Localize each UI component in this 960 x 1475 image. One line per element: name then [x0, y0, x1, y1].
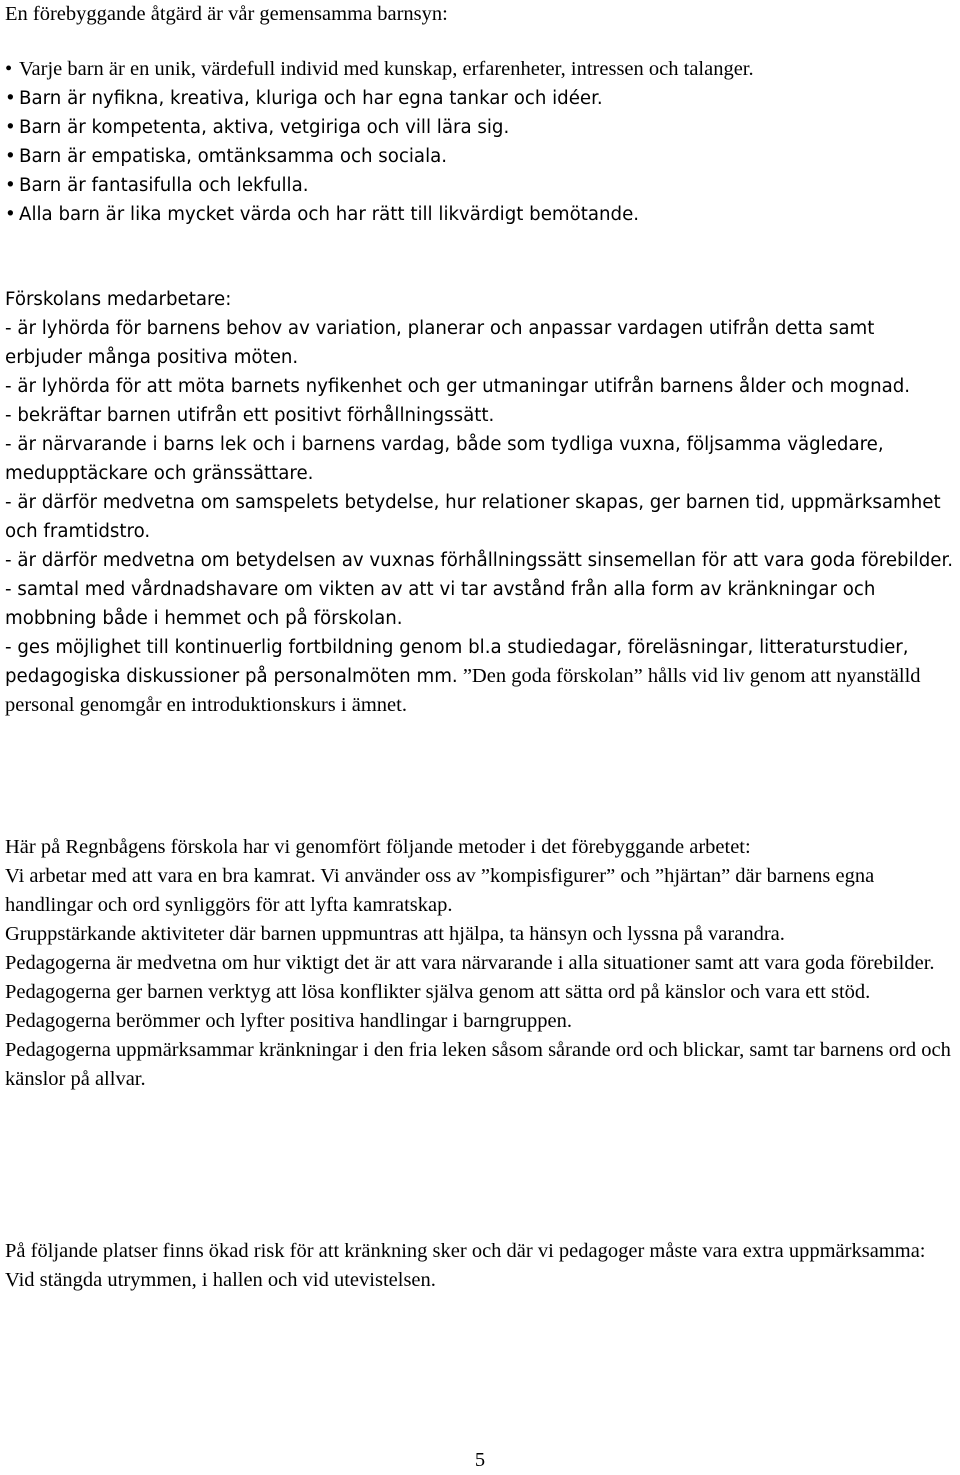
bullet-icon: •	[5, 117, 16, 138]
staff-item: - är lyhörda för att möta barnets nyfikenhet och ger utmaningar utifrån barnens ålder och mognad.	[5, 376, 911, 397]
bullet-icon: •	[5, 204, 16, 225]
bullet-item	[5, 171, 957, 200]
risk-places: Vid stängda utrymmen, i hallen och vid utevistelsen.	[5, 1269, 436, 1291]
bullet-text: Barn är fantasifulla och lekfulla.	[19, 175, 309, 196]
methods-intro: Här på Regnbågens förskola har vi genomfört följande metoder i det förebyggande arbetet:	[5, 836, 751, 858]
page-number: 5	[474, 1449, 486, 1471]
bullet-text: Barn är nyfikna, kreativa, kluriga och har egna tankar och idéer.	[19, 88, 603, 109]
method-item: Gruppstärkande aktiviteter där barnen uppmuntras att hjälpa, ta hänsyn och lyssna på varandra.	[5, 923, 785, 945]
bullet-text: Varje barn är en unik, värdefull individ med kunskap, erfarenheter, intressen och talanger.	[19, 58, 754, 80]
staff-item-last	[5, 633, 957, 720]
method-item: Pedagogerna uppmärksammar kränkningar i den fria leken såsom sårande ord och blickar, samt tar barnens ord och känslor på allvar.	[5, 1039, 951, 1090]
bullet-text: Alla barn är lika mycket värda och har rätt till likvärdigt bemötande.	[19, 204, 640, 225]
bullet-item	[5, 55, 957, 84]
staff-item: - är därför medvetna om samspelets betydelse, hur relationer skapas, ger barnen tid, uppmärksamhet och framtidstro.	[5, 492, 941, 542]
barnsyn-list-section	[5, 55, 957, 229]
barnsyn-section	[5, 0, 957, 29]
risk-section	[5, 1237, 957, 1295]
bullet-item	[5, 113, 957, 142]
bullet-icon: •	[5, 88, 16, 109]
method-item: Pedagogerna berömmer och lyfter positiva handlingar i barngruppen.	[5, 1010, 572, 1032]
staff-item: - är därför medvetna om betydelsen av vuxnas förhållningssätt sinsemellan för att vara goda förebilder.	[5, 550, 954, 571]
method-item: Vi arbetar med att vara en bra kamrat. Vi använder oss av ”kompisfigurer” och ”hjärtan” där barnens egna handlingar och ord synliggörs för att lyfta kamratskap.	[5, 865, 875, 916]
staff-item-text: - ges möjlighet till kontinuerlig fortbildning genom bl.a studiedagar, föreläsningar, litteraturstudier, pedagogiska diskussioner på personalmöten mm.	[5, 637, 909, 687]
bullet-item	[5, 84, 957, 113]
staff-item: - samtal med vårdnadshavare om vikten av att vi tar avstånd från alla form av kränkningar och mobbning både i hemmet och på förskolan.	[5, 579, 876, 629]
bullet-item	[5, 200, 957, 229]
bullet-icon: •	[5, 58, 13, 80]
staff-item: - är lyhörda för barnens behov av variation, planerar och anpassar vardagen utifrån detta samt erbjuder många positiva möten.	[5, 318, 875, 368]
methods-section	[5, 833, 957, 1094]
bullet-icon: •	[5, 146, 16, 167]
method-item: Pedagogerna är medvetna om hur viktigt det är att vara närvarande i alla situationer samt att vara goda förebilder.	[5, 952, 935, 974]
bullet-text: Barn är empatiska, omtänksamma och sociala.	[19, 146, 448, 167]
bullet-text: Barn är kompetenta, aktiva, vetgiriga och vill lära sig.	[19, 117, 510, 138]
staff-item-quote-text: ”Den goda förskolan” hålls vid liv genom att nyanställd personal genomgår en introduktionskurs i ämnet.	[5, 665, 921, 716]
staff-item: - bekräftar barnen utifrån ett positivt förhållningssätt.	[5, 405, 495, 426]
staff-item: - är närvarande i barns lek och i barnens vardag, både som tydliga vuxna, följsamma vägledare, medupptäckare och gränssättare.	[5, 434, 884, 484]
method-item: Pedagogerna ger barnen verktyg att lösa konflikter själva genom att sätta ord på känslor och vara ett stöd.	[5, 981, 871, 1003]
section-heading: En förebyggande åtgärd är vår gemensamma barnsyn:	[5, 3, 448, 25]
barnsyn-bullet-list	[5, 55, 957, 229]
bullet-icon: •	[5, 175, 16, 196]
risk-intro: På följande platser finns ökad risk för att kränkning sker och där vi pedagoger måste vara extra uppmärksamma:	[5, 1240, 926, 1262]
staff-title: Förskolans medarbetare:	[5, 289, 232, 310]
bullet-item	[5, 142, 957, 171]
staff-section	[5, 285, 957, 720]
